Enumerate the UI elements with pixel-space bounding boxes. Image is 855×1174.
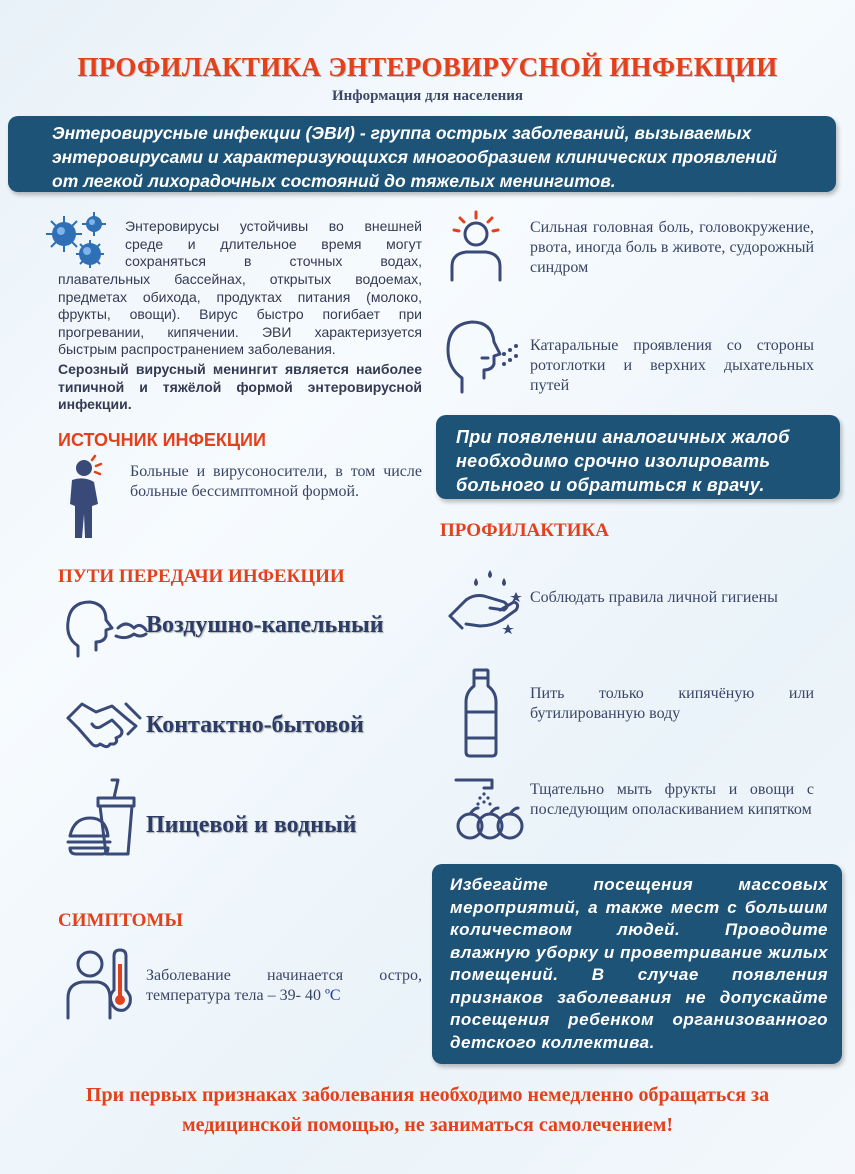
symptoms-line1: Заболевание начинается остро, [146, 967, 422, 984]
about-text: плавательных бассейнах, открытых водоемах, предметах обихода, продуктах питания (молоко, фрукты, овощи). Вирус быстро погибает при прогревании, кипячении. ЭВИ характеризуется быстрым распространением заболевания. [58, 271, 422, 358]
warning-banner: При появлении аналогичных жалоб необходимо срочно изолировать больного и обратиться к врачу. [436, 415, 840, 499]
prevention-fruits-text: Тщательно мыть фрукты и овощи с последующим ополаскиванием кипятком [530, 781, 814, 818]
hand-washing-icon [446, 568, 526, 634]
page-title: ПРОФИЛАКТИКА ЭНТЕРОВИРУСНОЙ ИНФЕКЦИИ [77, 52, 778, 82]
fast-food-icon [66, 778, 138, 858]
symptoms-heading: СИМПТОМЫ [58, 910, 184, 931]
water-bottle-icon [462, 668, 500, 758]
transmission-heading: ПУТИ ПЕРЕДАЧИ ИНФЕКЦИИ [58, 566, 345, 587]
intro-line: энтеровирусами и характеризующихся многообразием клинических проявлений [52, 147, 778, 167]
headache-icon [446, 210, 506, 282]
route-contact: Контактно-бытовой [146, 712, 364, 738]
intro-line: от легкой лихорадочных состояний до тяжелых менингитов. [52, 171, 616, 191]
footer-warning [20, 1080, 835, 1140]
sick-person-icon [62, 458, 108, 540]
intro-banner [8, 116, 836, 192]
footer-line: При первых признаках заболевания необходимо немедленно обращаться за [85, 1084, 770, 1106]
temperature-unit: ºС [324, 987, 341, 1004]
symptoms-text [146, 966, 422, 1006]
prevention-heading: ПРОФИЛАКТИКА [440, 520, 609, 541]
fever-thermometer-icon [64, 946, 136, 1020]
final-advice-banner: Избегайте посещения массовых мероприятий, а также мест с большим количеством людей. Проводите влажную уборку и проветривание жилых помещений. В случае появления признаков заболевания не допускайте посещения ребенком организованного детского коллектива. [432, 864, 842, 1064]
about-line: сохраняться в сточных водах, [125, 253, 422, 270]
source-heading: ИСТОЧНИК ИНФЕКЦИИ [58, 430, 266, 450]
prevention-hygiene-text: Соблюдать правила личной гигиены [530, 589, 778, 606]
footer-line: медицинской помощью, не заниматься самолечением! [181, 1114, 674, 1136]
about-line: Энтеровирусы устойчивы во внешней [125, 218, 422, 234]
source-text: Больные и вирусоносители, в том числе больные бессимптомной формой. [130, 463, 422, 500]
symptom-catarrh-text: Катаральные проявления со стороны ротоглотки и верхних дыхательных путей [530, 337, 814, 394]
handshake-icon [66, 700, 142, 752]
symptoms-temperature: температура тела – 39- 40 [146, 987, 325, 1004]
virus-icon [42, 212, 122, 274]
page-subtitle: Информация для населения [331, 88, 524, 104]
washing-fruits-icon [454, 776, 526, 842]
about-indented [125, 218, 422, 271]
symptom-headache-text: Сильная головная боль, головокружение, рвота, иногда боль в животе, судорожный синдром [530, 219, 814, 276]
about-line: среде и длительное время могут [125, 235, 422, 252]
airborne-icon [64, 598, 148, 658]
cough-face-icon [442, 316, 522, 396]
intro-line: Энтеровирусные инфекции (ЭВИ) - группа острых заболеваний, вызываемых [52, 123, 752, 143]
route-food-water: Пищевой и водный [146, 812, 357, 838]
route-airborne: Воздушно-капельный [146, 612, 384, 638]
prevention-water-text: Пить только кипячёную или бутилированную воду [530, 685, 814, 722]
about-bold-text: Серозный вирусный менингит является наиболее типичной и тяжёлой формой энтеровирусной инфекции. [58, 361, 422, 413]
symptoms-line2 [146, 986, 422, 1006]
